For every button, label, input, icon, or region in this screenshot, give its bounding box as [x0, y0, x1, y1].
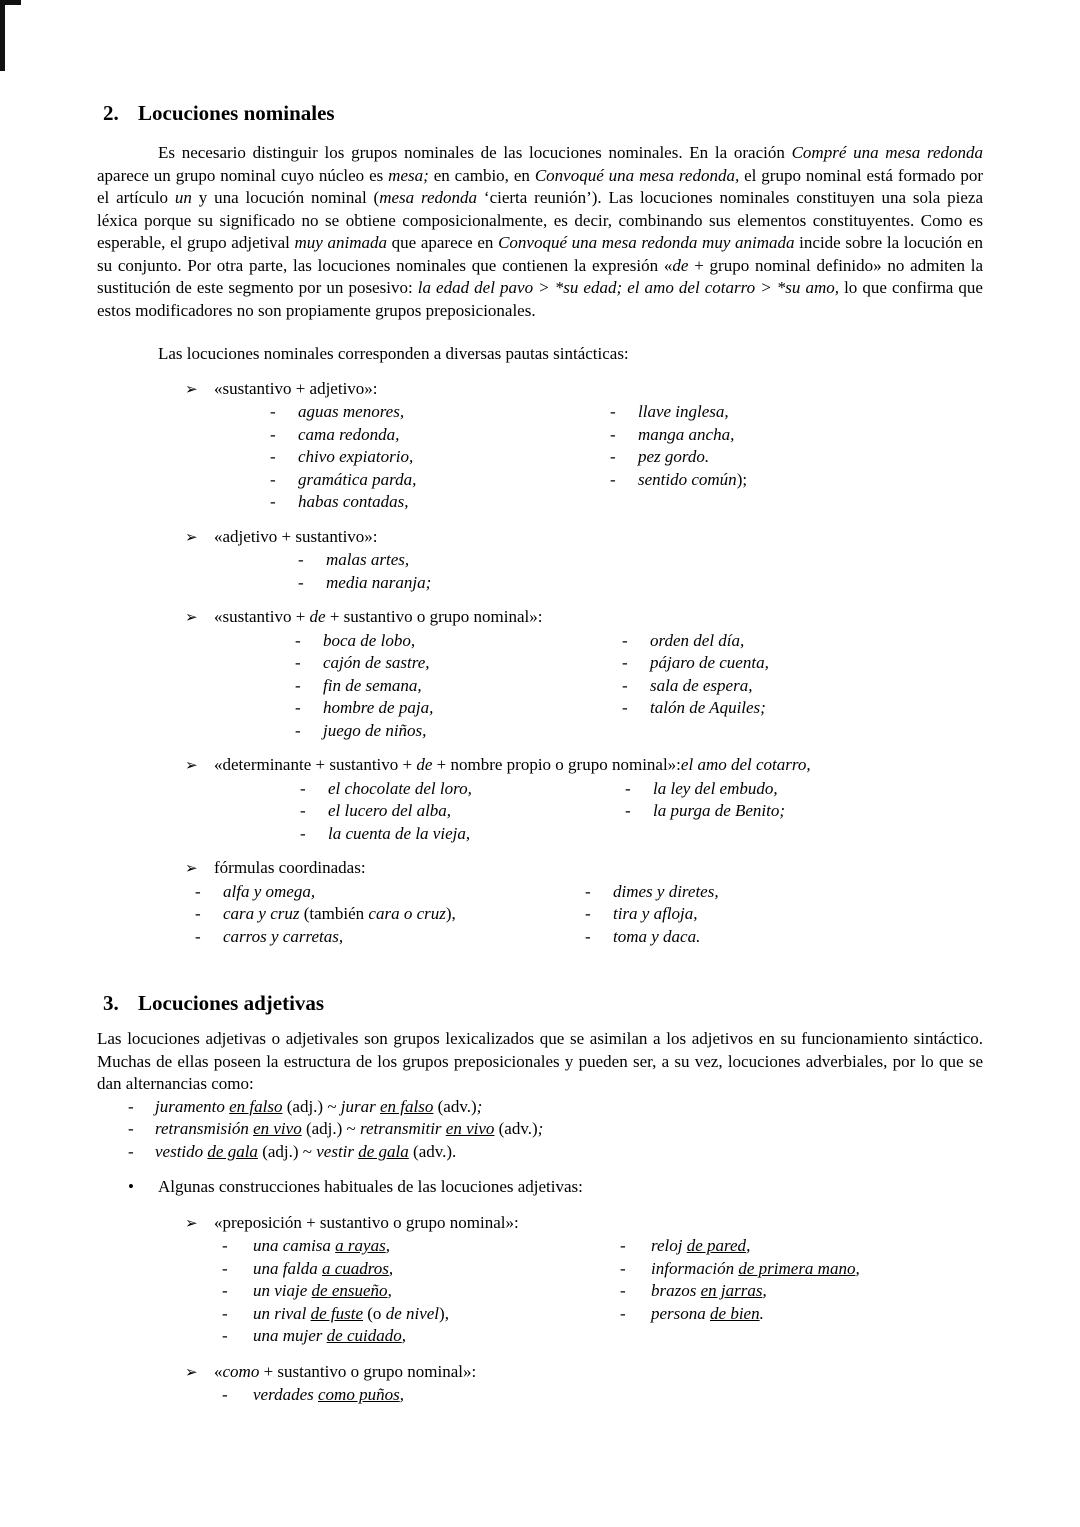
- dash-marker: -: [610, 469, 616, 489]
- arrow-bullet-icon: ➢: [185, 861, 198, 877]
- example-text: habas contadas,: [298, 492, 409, 511]
- paragraph-locuciones-adjetivas-intro: Las locuciones adjetivas o adjetivales son grupos lexicalizados que se asimilan a los adjetivos en su funcionamiento sintáctico. Muchas de ellas poseen la estructura de los grupos preposicionales y pueden ser, a su vez, locuciones adverbiales, por lo que se dan alternancias como:: [97, 1029, 983, 1093]
- pattern-group-formulas-coordinadas: [97, 857, 983, 948]
- example-item: [128, 1141, 983, 1164]
- example-item: [295, 652, 622, 675]
- dash-marker: -: [128, 1141, 134, 1161]
- example-item: [222, 1280, 620, 1303]
- pattern-label-text: «determinante + sustantivo + de + nombre propio o grupo nominal»:el amo del cotarro,: [214, 755, 811, 774]
- dash-marker: -: [222, 1326, 228, 1345]
- example-item: [620, 1235, 860, 1258]
- example-list-right: [625, 778, 785, 823]
- example-item: [585, 926, 719, 949]
- arrow-bullet-icon: ➢: [185, 758, 198, 774]
- pattern-label: [97, 1361, 983, 1385]
- pattern-label-text: «sustantivo + de + sustantivo o grupo nominal»:: [214, 607, 543, 626]
- example-item: [625, 778, 785, 801]
- dash-marker: -: [610, 402, 616, 421]
- dash-marker: -: [585, 926, 591, 946]
- example-list-left: [298, 549, 431, 594]
- example-item: [625, 800, 785, 823]
- example-item: [610, 401, 747, 424]
- example-columns: [97, 1384, 983, 1407]
- example-columns: [97, 549, 983, 594]
- dash-marker: -: [128, 1119, 134, 1138]
- example-item: [222, 1384, 404, 1407]
- pattern-label: [97, 378, 983, 402]
- example-text: hombre de paja,: [323, 698, 434, 717]
- example-item: [620, 1258, 860, 1281]
- dash-marker: -: [300, 823, 306, 843]
- example-list-right: [622, 630, 769, 720]
- example-text: juego de niños,: [323, 720, 427, 740]
- section-3-title: Locuciones adjetivas: [138, 991, 325, 1015]
- example-text: la purga de Benito;: [653, 801, 786, 820]
- example-text: un rival de fuste (o de nivel),: [253, 1303, 449, 1323]
- example-item: [270, 446, 610, 469]
- example-text: alfa y omega,: [223, 881, 316, 901]
- example-text: media naranja;: [326, 572, 432, 592]
- example-item: [622, 630, 769, 653]
- example-text: sentido común);: [638, 469, 748, 489]
- dash-marker: -: [222, 1258, 228, 1278]
- dash-marker: -: [222, 1236, 228, 1255]
- pattern-label: [97, 1212, 983, 1236]
- example-text: reloj de pared,: [651, 1236, 751, 1255]
- example-item: [270, 401, 610, 424]
- example-list-left: [222, 1235, 620, 1348]
- section-2-heading: [97, 100, 983, 126]
- example-columns: [97, 881, 983, 949]
- example-item: [622, 697, 769, 720]
- dash-marker: -: [128, 1096, 134, 1116]
- arrow-bullet-icon: ➢: [185, 529, 198, 546]
- dash-marker: -: [620, 1303, 626, 1323]
- example-text: la cuenta de la vieja,: [328, 823, 471, 843]
- pattern-group-adjetivo-sustantivo: [97, 526, 983, 595]
- example-item: [620, 1280, 860, 1303]
- example-columns: [97, 630, 983, 743]
- example-text: tira y afloja,: [613, 904, 698, 923]
- dash-marker: -: [625, 778, 631, 798]
- pattern-label: [97, 526, 983, 550]
- section-3-groups: [97, 1212, 983, 1407]
- example-list-left: [270, 401, 610, 514]
- dash-marker: -: [620, 1258, 626, 1278]
- example-item: [298, 572, 431, 595]
- pattern-label-text: «como + sustantivo o grupo nominal»:: [214, 1361, 477, 1381]
- example-item: [195, 881, 585, 904]
- dash-marker: -: [222, 1303, 228, 1323]
- pattern-group-como-sustantivo: [97, 1361, 983, 1407]
- section-3-number: 3.: [103, 991, 119, 1015]
- dash-marker: -: [222, 1385, 228, 1404]
- dash-marker: -: [295, 630, 301, 650]
- pattern-label-text: «sustantivo + adjetivo»:: [214, 378, 378, 398]
- example-text: carros y carretas,: [223, 926, 344, 946]
- example-item: [610, 446, 747, 469]
- example-text: juramento en falso (adj.) ~ jurar en falso (adv.);: [155, 1096, 483, 1116]
- dash-marker: -: [620, 1281, 626, 1300]
- dash-marker: -: [625, 801, 631, 820]
- example-text: el lucero del alba,: [328, 801, 452, 820]
- example-list-right: [585, 881, 719, 949]
- example-text: malas artes,: [326, 550, 410, 569]
- example-columns: [97, 778, 983, 846]
- example-text: un viaje de ensueño,: [253, 1281, 392, 1300]
- example-text: sala de espera,: [650, 675, 753, 695]
- example-text: orden del día,: [650, 630, 745, 650]
- section-2-number: 2.: [103, 101, 119, 125]
- dash-marker: -: [620, 1236, 626, 1255]
- paragraph-locuciones-nominales-intro: Es necesario distinguir los grupos nominales de las locuciones nominales. En la oración Compré una mesa redonda aparece un grupo nominal cuyo núcleo es mesa; en cambio, en Convoqué una mesa redonda, el grupo nominal está formado por el artículo un y una locución nominal (mesa redonda ‘cierta reunión’). Las locuciones nominales constituyen una sola pieza léxica porque su significado no se obtiene composicionalmente, es decir, combinando sus elementos constituyentes. Como es esperable, el grupo adjetival muy animada que aparece en Convoqué una mesa redonda muy animada incide sobre la locución en su conjunto. Por otra parte, las locuciones nominales que contienen la expresión «de + grupo nominal definido» no admiten la sustitución de este segmento por un posesivo: la edad del pavo > *su edad; el amo del cotarro > *su amo, lo que confirma que estos modificadores no son propiamente grupos preposicionales.: [97, 143, 983, 320]
- paragraph-pautas-sintacticas: Las locuciones nominales corresponden a diversas pautas sintácticas:: [158, 344, 629, 363]
- dash-marker: -: [222, 1281, 228, 1300]
- dash-marker: -: [610, 447, 616, 466]
- example-text: pez gordo.: [638, 447, 710, 466]
- example-item: [222, 1235, 620, 1258]
- example-item: [295, 720, 622, 743]
- example-item: [270, 469, 610, 492]
- example-text: talón de Aquiles;: [650, 698, 766, 717]
- example-text: persona de bien.: [651, 1303, 764, 1323]
- example-text: manga ancha,: [638, 424, 735, 444]
- example-columns: [97, 1235, 983, 1348]
- arrow-bullet-icon: ➢: [185, 1364, 198, 1381]
- arrow-bullet-icon: ➢: [185, 381, 198, 398]
- example-list-left: [195, 881, 585, 949]
- example-item: [585, 903, 719, 926]
- example-text: fin de semana,: [323, 675, 422, 695]
- dash-marker: -: [300, 778, 306, 798]
- arrow-bullet-icon: ➢: [185, 610, 198, 626]
- example-list-left: [300, 778, 625, 846]
- pattern-group-sustantivo-de-sustantivo: [97, 606, 983, 742]
- example-item: [222, 1303, 620, 1326]
- example-text: brazos en jarras,: [651, 1281, 767, 1300]
- example-item: [298, 549, 431, 572]
- example-item: [195, 903, 585, 926]
- dash-marker: -: [622, 653, 628, 672]
- dash-marker: -: [622, 675, 628, 695]
- example-item: [610, 469, 747, 492]
- example-item: [300, 800, 625, 823]
- pattern-group-sustantivo-adjetivo: [97, 378, 983, 514]
- dash-marker: -: [270, 492, 276, 511]
- example-text: dimes y diretes,: [613, 881, 719, 901]
- bullet-icon: •: [128, 1177, 134, 1196]
- example-item: [622, 675, 769, 698]
- example-text: boca de lobo,: [323, 630, 416, 650]
- example-text: verdades como puños,: [253, 1385, 404, 1404]
- example-text: información de primera mano,: [651, 1258, 860, 1278]
- example-text: una camisa a rayas,: [253, 1236, 390, 1255]
- dash-marker: -: [622, 698, 628, 717]
- alternation-list: [97, 1096, 983, 1164]
- dash-marker: -: [195, 904, 201, 923]
- dash-marker: -: [295, 653, 301, 672]
- dash-marker: -: [298, 550, 304, 569]
- pattern-label: [97, 857, 983, 881]
- pattern-label-text: fórmulas coordinadas:: [214, 858, 366, 877]
- section-3-heading: [97, 990, 983, 1016]
- example-item: [585, 881, 719, 904]
- dash-marker: -: [300, 801, 306, 820]
- example-item: [610, 424, 747, 447]
- example-columns: [97, 401, 983, 514]
- example-text: una mujer de cuidado,: [253, 1326, 406, 1345]
- dash-marker: -: [610, 424, 616, 444]
- dash-marker: -: [270, 469, 276, 489]
- example-item: [622, 652, 769, 675]
- dash-marker: -: [270, 447, 276, 466]
- example-item: [128, 1096, 983, 1119]
- example-list-left: [295, 630, 622, 743]
- example-item: [300, 778, 625, 801]
- example-item: [300, 823, 625, 846]
- example-text: el chocolate del loro,: [328, 778, 472, 798]
- dash-marker: -: [270, 402, 276, 421]
- dash-marker: -: [270, 424, 276, 444]
- bullet-line-construcciones: [97, 1176, 983, 1199]
- example-item: [270, 424, 610, 447]
- example-list-right: [610, 401, 747, 491]
- example-text: toma y daca.: [613, 926, 701, 946]
- dash-marker: -: [298, 572, 304, 592]
- example-item: [222, 1325, 620, 1348]
- section-2-title: Locuciones nominales: [138, 101, 335, 125]
- example-list-left: [222, 1384, 404, 1407]
- example-item: [620, 1303, 860, 1326]
- example-item: [222, 1258, 620, 1281]
- dash-marker: -: [585, 904, 591, 923]
- example-item: [270, 491, 610, 514]
- dash-marker: -: [295, 675, 301, 695]
- example-text: la ley del embudo,: [653, 778, 778, 798]
- example-text: cara y cruz (también cara o cruz),: [223, 904, 456, 923]
- dash-marker: -: [295, 720, 301, 740]
- pattern-label: [97, 754, 983, 778]
- example-text: pájaro de cuenta,: [650, 653, 769, 672]
- pattern-group-determinante-sustantivo-de: [97, 754, 983, 845]
- example-text: vestido de gala (adj.) ~ vestir de gala (adv.).: [155, 1141, 457, 1161]
- pattern-label-text: «preposición + sustantivo o grupo nominal»:: [214, 1212, 519, 1232]
- pattern-group-preposicion-sustantivo: [97, 1212, 983, 1348]
- bullet-line-text: Algunas construcciones habituales de las locuciones adjetivas:: [158, 1177, 583, 1196]
- example-item: [195, 926, 585, 949]
- pattern-label: [97, 606, 983, 630]
- example-item: [295, 630, 622, 653]
- dash-marker: -: [195, 881, 201, 901]
- page-corner-mark: [0, 0, 21, 71]
- example-text: gramática parda,: [298, 469, 417, 489]
- example-item: [295, 675, 622, 698]
- example-list-right: [620, 1235, 860, 1325]
- example-item: [128, 1118, 983, 1141]
- example-text: chivo expiatorio,: [298, 447, 414, 466]
- arrow-bullet-icon: ➢: [185, 1215, 198, 1232]
- example-text: aguas menores,: [298, 402, 405, 421]
- example-text: cajón de sastre,: [323, 653, 430, 672]
- example-text: cama redonda,: [298, 424, 400, 444]
- dash-marker: -: [195, 926, 201, 946]
- example-item: [295, 697, 622, 720]
- example-text: una falda a cuadros,: [253, 1258, 394, 1278]
- example-text: llave inglesa,: [638, 402, 729, 421]
- dash-marker: -: [295, 698, 301, 717]
- pattern-label-text: «adjetivo + sustantivo»:: [214, 526, 378, 546]
- example-text: retransmisión en vivo (adj.) ~ retransmitir en vivo (adv.);: [155, 1119, 544, 1138]
- dash-marker: -: [622, 630, 628, 650]
- dash-marker: -: [585, 881, 591, 901]
